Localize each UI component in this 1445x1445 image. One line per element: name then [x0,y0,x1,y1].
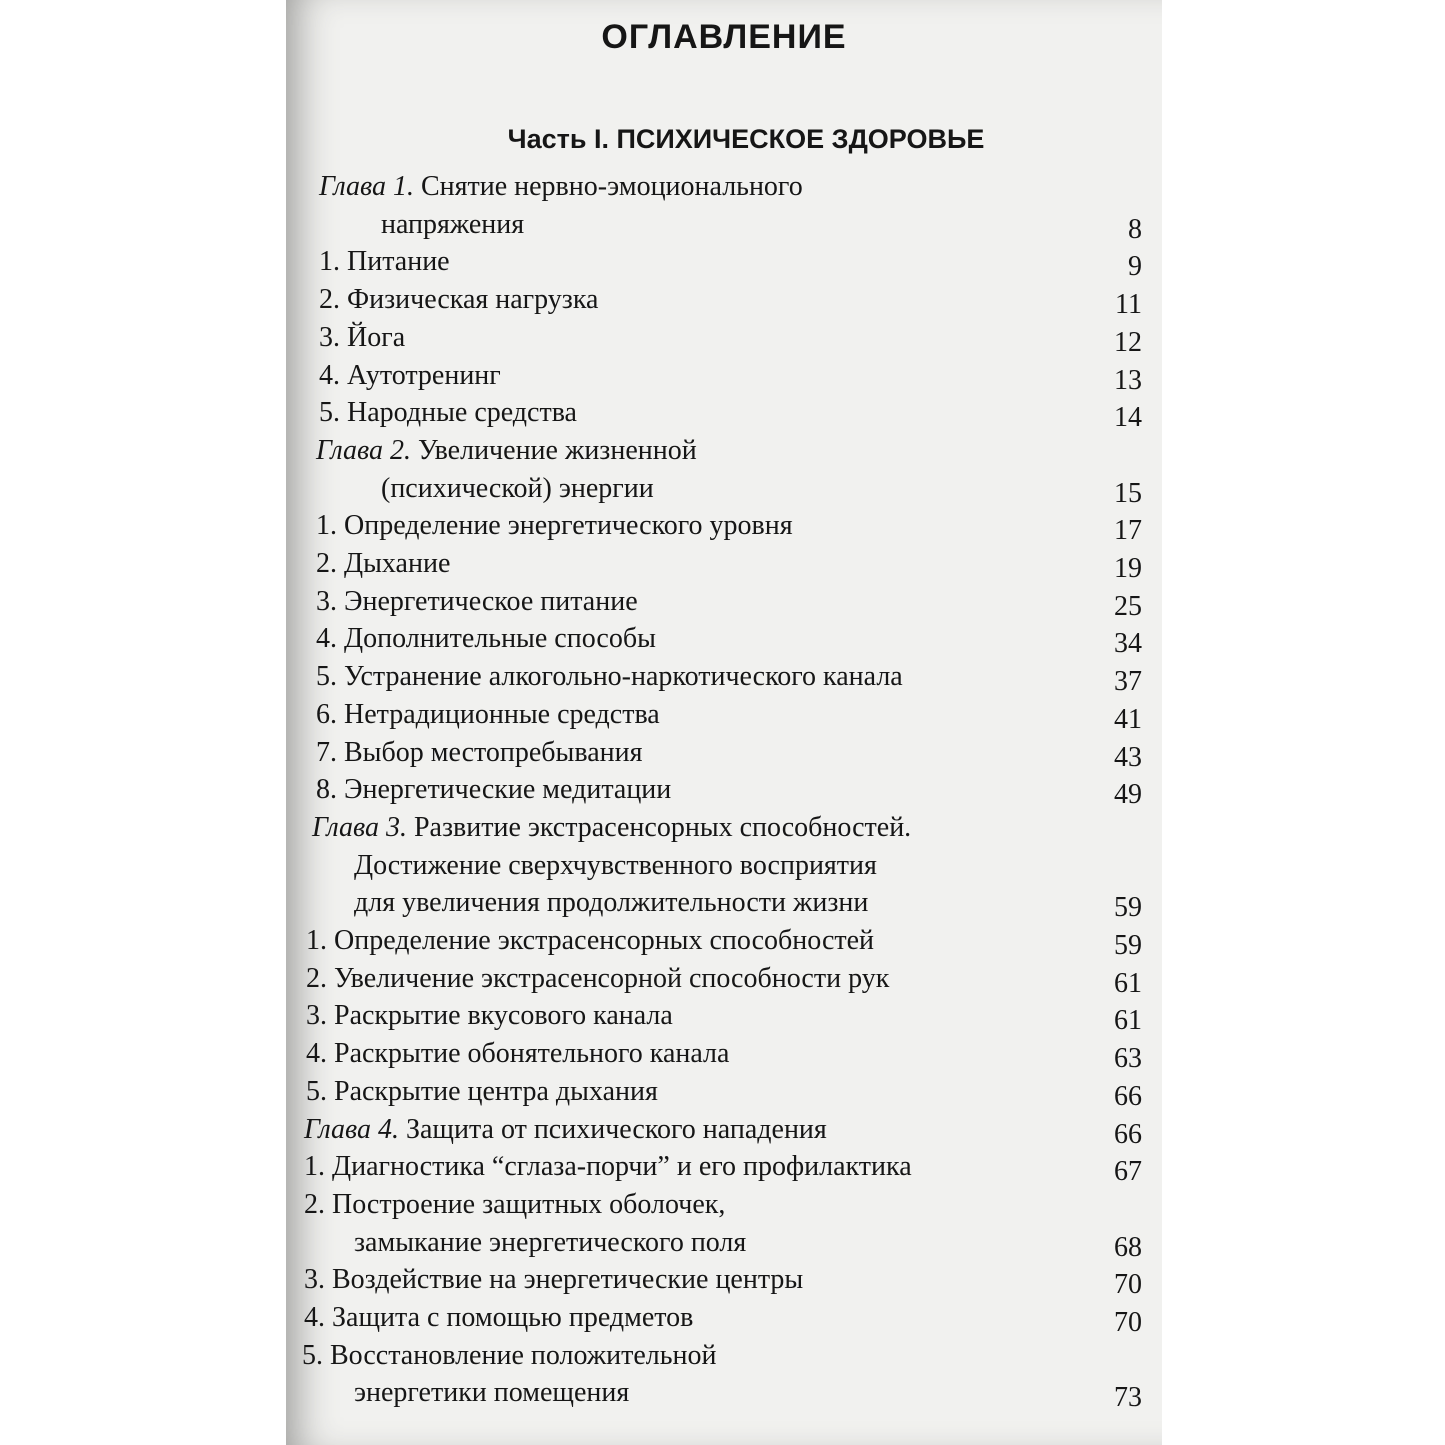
toc-entry [354,884,868,922]
toc-entry [319,357,501,395]
toc-entry [316,696,660,734]
page-number: 70 [1114,1307,1142,1338]
chapter-label: Глава 2. [316,435,411,466]
toc-entry [316,545,450,583]
toc-entry-text: 2. Построение защитных оболочек, [304,1189,726,1220]
page-number: 61 [1114,968,1142,999]
toc-entry-text: 1. Определение энергетического уровня [316,510,793,541]
page-number: 34 [1114,628,1142,659]
page-number: 66 [1114,1119,1142,1150]
toc-entry [306,997,673,1035]
toc-entry [319,281,598,319]
toc-entry-text: 8. Энергетические медитации [316,774,672,805]
page-number: 73 [1114,1382,1142,1413]
toc-entry [312,809,911,847]
toc-entry [319,319,405,357]
toc-entry-text: 5. Устранение алкогольно-наркотического канала [316,661,903,692]
toc-entry-text: Снятие нервно-эмоционального [413,171,803,202]
toc-entry-text: 5. Раскрытие центра дыхания [306,1076,658,1107]
toc-entry [319,394,577,432]
toc-entry [316,507,793,545]
page-number: 12 [1114,327,1142,358]
toc-entry-text: (психической) энергии [381,473,654,504]
toc-entry-text: энергетики помещения [354,1377,630,1408]
toc-entry-text: 4. Защита с помощью предметов [304,1302,694,1333]
toc-entry [306,1035,729,1073]
toc-entry [381,206,524,244]
toc-entry [304,1299,693,1337]
toc-entry-text: напряжения [381,209,525,240]
toc-entry [354,1224,746,1262]
page-number: 43 [1114,742,1142,773]
page-number: 63 [1114,1043,1142,1074]
toc-entry [306,1073,658,1111]
toc-entry [381,470,654,508]
page-number: 59 [1114,930,1142,961]
page-number: 61 [1114,1005,1142,1036]
toc-entry-text: 6. Нетрадиционные средства [316,699,660,730]
toc-entry [354,1374,629,1412]
toc-entry-text: Защита от психического нападения [398,1114,827,1145]
toc-entry-text: 2. Увеличение экстрасенсорной способности рук [306,963,890,994]
chapter-label: Глава 3. [312,812,407,843]
toc-entry [302,1337,716,1375]
toc-entry [316,432,697,470]
page-number: 13 [1114,365,1142,396]
part-heading: Часть I. ПСИХИЧЕСКОЕ ЗДОРОВЬЕ [507,124,985,154]
page-number: 11 [1115,289,1142,320]
page-number: 49 [1114,779,1142,810]
toc-entry [354,847,877,885]
page-number: 25 [1114,591,1142,622]
toc-entry-text: 3. Йога [319,322,406,353]
page-number: 37 [1114,666,1142,697]
page-number: 70 [1114,1269,1142,1300]
toc-entry-text: 3. Раскрытие вкусового канала [306,1000,673,1031]
toc-entry [316,620,656,658]
chapter-label: Глава 4. [304,1114,399,1145]
toc-entry [316,734,642,772]
toc-entry [304,1111,827,1149]
toc-entry-text: Развитие экстрасенсорных способностей. [406,812,912,843]
toc-entry [319,243,450,281]
page-number: 19 [1114,553,1142,584]
toc-entry-text: 1. Определение экстрасенсорных способностей [306,925,875,956]
toc-entry-text: Увеличение жизненной [410,435,697,466]
page-number: 14 [1114,402,1142,433]
toc-entry-text: 7. Выбор местопребывания [316,737,643,768]
toc-entry-text: 5. Восстановление положительной [302,1340,717,1371]
toc-entry [304,1148,912,1186]
toc-entry [316,583,638,621]
page-number: 9 [1128,251,1142,282]
toc-entry-text: 2. Физическая нагрузка [319,284,599,315]
page-number: 66 [1114,1081,1142,1112]
toc-entry [304,1186,725,1224]
page-number: 8 [1128,214,1142,245]
toc-entry [319,168,803,206]
page-number: 67 [1114,1156,1142,1187]
page-number: 17 [1114,515,1142,546]
toc-entry-text: 4. Аутотренинг [319,360,501,391]
chapter-label: Глава 1. [319,171,414,202]
page-number: 41 [1114,704,1142,735]
toc-entry-text: 3. Воздействие на энергетические центры [304,1264,804,1295]
toc-entry-text: 3. Энергетическое питание [316,586,638,617]
page-number: 68 [1114,1232,1142,1263]
book-page [286,0,1162,1445]
toc-title: ОГЛАВЛЕНИЕ [601,18,847,56]
page-number: 59 [1114,892,1142,923]
toc-entry [306,922,874,960]
toc-entry-text: 1. Питание [319,246,450,277]
toc-entry-text: 4. Дополнительные способы [316,623,656,654]
toc-entry-text: 4. Раскрытие обонятельного канала [306,1038,730,1069]
page-number: 15 [1114,478,1142,509]
toc-entry-text: замыкание энергетического поля [354,1227,747,1258]
toc-entry-text: 2. Дыхание [316,548,451,579]
toc-entry [316,771,671,809]
toc-entry [316,658,903,696]
toc-entry [306,960,889,998]
toc-entry-text: для увеличения продолжительности жизни [354,887,869,918]
toc-entry-text: Достижение сверхчувственного восприятия [354,850,877,881]
toc-entry-text: 1. Диагностика “сглаза-порчи” и его профилактика [304,1151,912,1182]
toc-entry [304,1261,803,1299]
toc-entry-text: 5. Народные средства [319,397,577,428]
